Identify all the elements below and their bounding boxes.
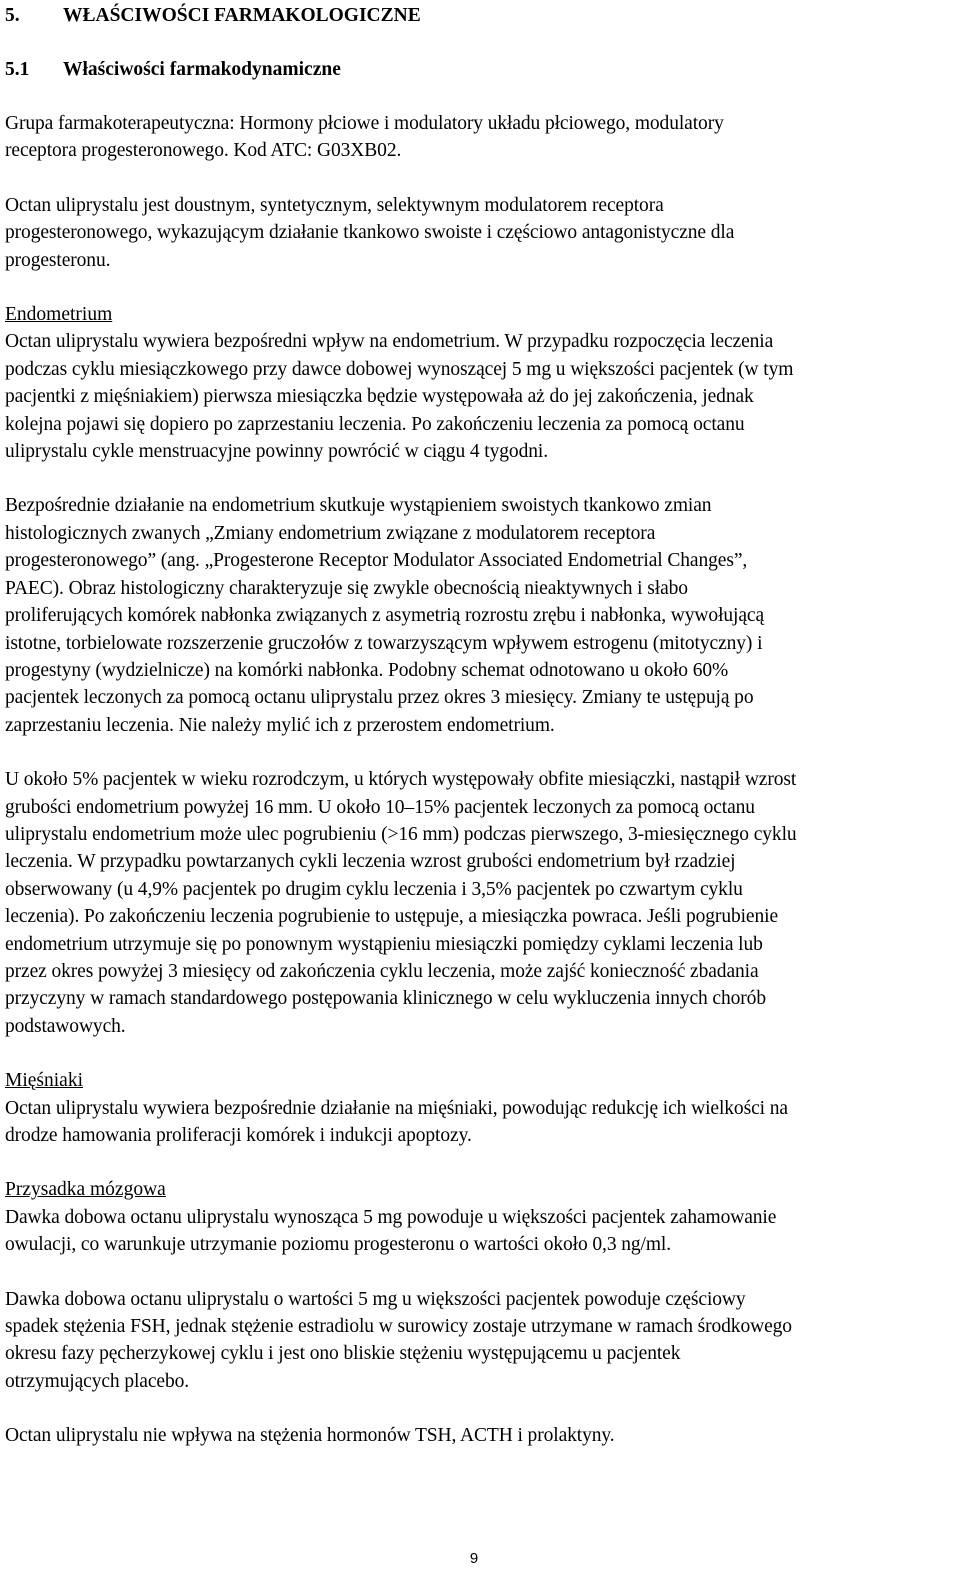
subsection-title: Właściwości farmakodynamiczne bbox=[63, 59, 341, 80]
paragraph-przysadka-2 bbox=[5, 1286, 955, 1396]
text-line: progesteronowego, wykazującym działanie tkankowo swoiste i częściowo antagonistyczne dla bbox=[5, 222, 735, 244]
text-line: progestyny (wydzielnicze) na komórki nabłonka. Podobny schemat odnotowano u około 60% bbox=[5, 659, 729, 681]
text-line: progesteronowego” (ang. „Progesterone Receptor Modulator Associated Endometrial Changes”, bbox=[5, 550, 748, 572]
text-line: pacjentki z mięśniakiem) pierwsza miesiączka będzie występowała aż do jej zakończenia, jednak bbox=[5, 386, 754, 408]
text-line: U około 5% pacjentek w wieku rozrodczym, u których występowały obfite miesiączki, nastąpił wzrost bbox=[5, 769, 797, 791]
text-line: spadek stężenia FSH, jednak stężenie estradiolu w surowicy zostaje utrzymane w ramach środkowego bbox=[5, 1316, 792, 1338]
paragraph-miesniaki bbox=[5, 1095, 955, 1150]
document-page bbox=[5, 0, 955, 1450]
text-line: Grupa farmakoterapeutyczna: Hormony płciowe i modulatory układu płciowego, modulatory bbox=[5, 113, 724, 134]
text-line: istotne, torbielowate rozszerzenie gruczołów z towarzyszącym wpływem estrogenu (mitotyczny) i bbox=[5, 632, 763, 654]
paragraph-endometrium-3 bbox=[5, 766, 955, 1040]
text-line: podstawowych. bbox=[5, 1015, 126, 1037]
text-line: drodze hamowania proliferacji komórek i indukcji apoptozy. bbox=[5, 1125, 472, 1146]
text-line: progesteronu. bbox=[5, 249, 111, 271]
paragraph-intro bbox=[5, 192, 955, 274]
page-number: 9 bbox=[469, 1550, 479, 1567]
text-line: podczas cyklu miesiączkowego przy dawce dobowej wynoszącej 5 mg u większości pacjentek (w tym bbox=[5, 358, 794, 380]
text-line: leczenia). Po zakończeniu leczenia pogrubienie to ustępuje, a miesiączka powraca. Jeśli pogrubienie bbox=[5, 906, 779, 928]
subsection-number: 5.1 bbox=[5, 59, 30, 80]
paragraph-przysadka-3 bbox=[5, 1422, 955, 1449]
text-line: grubości endometrium powyżej 16 mm. U około 10–15% pacjentek leczonych za pomocą octanu bbox=[5, 796, 755, 818]
text-line: Octan uliprystalu wywiera bezpośredni wpływ na endometrium. W przypadku rozpoczęcia leczenia bbox=[5, 331, 774, 353]
subheading-miesniaki: Mięśniaki bbox=[5, 1070, 83, 1092]
text-line: uliprystalu cykle menstruacyjne powinny powrócić w ciągu 4 tygodni. bbox=[5, 441, 548, 463]
text-line: przyczyny w ramach standardowego postępowania klinicznego w celu wykluczenia innych chorób bbox=[5, 988, 766, 1010]
text-line: Octan uliprystalu nie wpływa na stężenia hormonów TSH, ACTH i prolaktyny. bbox=[5, 1425, 615, 1447]
paragraph-endometrium-2 bbox=[5, 492, 955, 739]
paragraph-przysadka-1 bbox=[5, 1204, 955, 1259]
text-line: Octan uliprystalu jest doustnym, syntetycznym, selektywnym modulatorem receptora bbox=[5, 194, 664, 216]
subheading-przysadka: Przysadka mózgowa bbox=[5, 1179, 166, 1201]
paragraph-pharmacotherapeutic-group bbox=[5, 110, 955, 165]
subheading-endometrium: Endometrium bbox=[5, 304, 113, 326]
subsection-heading bbox=[5, 56, 955, 83]
text-line: Bezpośrednie działanie na endometrium skutkuje wystąpieniem swoistych tkankowo zmian bbox=[5, 495, 712, 517]
text-line: Dawka dobowa octanu uliprystalu wynosząca 5 mg powoduje u większości pacjentek zahamowanie bbox=[5, 1206, 777, 1228]
text-line: zaprzestaniu leczenia. Nie należy mylić ich z przerostem endometrium. bbox=[5, 714, 555, 736]
text-line: leczenia. W przypadku powtarzanych cykli leczenia wzrost grubości endometrium był rzadziej bbox=[5, 851, 736, 873]
text-line: uliprystalu endometrium może ulec pogrubieniu (>16 mm) podczas pierwszego, 3-miesięcznego cyklu bbox=[5, 823, 797, 845]
section-heading bbox=[5, 2, 955, 29]
text-line: otrzymujących placebo. bbox=[5, 1370, 190, 1392]
text-line: owulacji, co warunkuje utrzymanie poziomu progesteronu o wartości około 0,3 ng/ml. bbox=[5, 1234, 672, 1256]
text-line: Octan uliprystalu wywiera bezpośrednie działanie na mięśniaki, powodując redukcję ich wielkości na bbox=[5, 1097, 788, 1119]
section-title: WŁAŚCIWOŚCI FARMAKOLOGICZNE bbox=[63, 5, 421, 26]
text-line: Dawka dobowa octanu uliprystalu o wartości 5 mg u większości pacjentek powoduje częściowy bbox=[5, 1288, 746, 1310]
text-line: przez okres powyżej 3 miesięcy od zakończenia cyklu leczenia, może zajść konieczność zbadania bbox=[5, 960, 759, 982]
text-line: pacjentek leczonych za pomocą octanu uliprystalu przez okres 3 miesięcy. Zmiany te ustępują po bbox=[5, 687, 754, 709]
paragraph-endometrium-1 bbox=[5, 328, 955, 465]
text-line: endometrium utrzymuje się po ponownym wystąpieniu miesiączki pomiędzy cyklami leczenia lub bbox=[5, 933, 763, 955]
text-line: PAEC). Obraz histologiczny charakteryzuje się zwykle obecnością nieaktywnych i słabo bbox=[5, 577, 688, 599]
text-line: okresu fazy pęcherzykowej cyklu i jest ono bliskie stężeniu występującemu u pacjentek bbox=[5, 1343, 681, 1365]
text-line: histologicznych zwanych „Zmiany endometrium związane z modulatorem receptora bbox=[5, 522, 656, 544]
text-line: receptora progesteronowego. Kod ATC: G03XB02. bbox=[5, 140, 402, 162]
text-line: proliferujących komórek nabłonka związanych z asymetrią rozrostu zrębu i nabłonka, wywołującą bbox=[5, 605, 765, 627]
text-line: obserwowany (u 4,9% pacjentek po drugim cyklu leczenia i 3,5% pacjentek po czwartym cyklu bbox=[5, 878, 743, 900]
section-number: 5. bbox=[5, 5, 20, 26]
text-line: kolejna pojawi się dopiero po zaprzestaniu leczenia. Po zakończeniu leczenia za pomocą octanu bbox=[5, 413, 745, 435]
